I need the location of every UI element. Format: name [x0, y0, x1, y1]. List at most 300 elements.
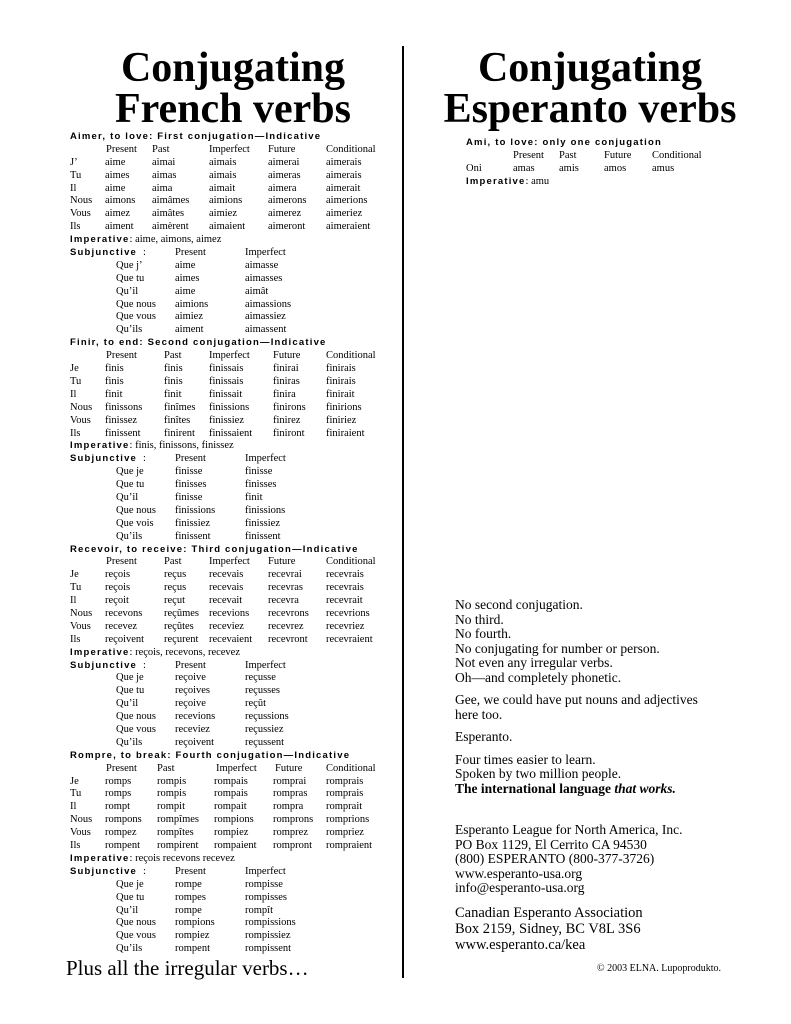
table-cell: Que je	[116, 466, 144, 478]
indicative-header-row	[70, 350, 396, 363]
table-cell: rompît	[245, 904, 273, 916]
imperative-label: Imperative	[70, 646, 130, 658]
subjunctive-label: Subjunctive	[70, 453, 138, 465]
table-cell: finit	[164, 388, 182, 400]
table-cell: rompriez	[326, 827, 364, 839]
indicative-row	[70, 814, 396, 827]
table-cell: romps	[105, 775, 132, 787]
indicative-row	[70, 183, 396, 196]
table-cell: aimeras	[268, 169, 301, 181]
table-cell: reçus	[164, 569, 187, 581]
table-cell: rompez	[105, 827, 137, 839]
table-cell: J’	[70, 156, 78, 168]
table-cell: Ils	[70, 427, 81, 439]
table-cell: finiriez	[326, 414, 357, 426]
table-cell: Present	[106, 762, 137, 774]
table-cell: finissais	[209, 375, 244, 387]
table-cell: romprait	[326, 801, 363, 813]
table-cell: Imperfect	[245, 247, 286, 259]
table-cell: aimerais	[326, 156, 362, 168]
esperanto-imperative: Imperative: amu	[466, 175, 550, 187]
indicative-row	[70, 389, 396, 402]
indicative-row	[70, 634, 396, 647]
indicative-row	[70, 221, 396, 234]
table-cell: Qu’ils	[116, 943, 143, 955]
table-cell: aimera	[268, 182, 297, 194]
imperative-forms: : reçois recevons recevez	[129, 852, 235, 864]
subjunctive-row	[70, 311, 396, 324]
table-cell: rompis	[157, 775, 187, 787]
table-cell: finissons	[105, 401, 143, 413]
table-cell: Tu	[70, 169, 82, 181]
canada-website-link[interactable]: www.esperanto.ca/kea	[455, 937, 586, 953]
elna-contact: Esperanto League for North America, Inc. PO Box 1129, El Cerrito CA 94530 (800) ESPERANTO (800-377-3726) www.esperanto-usa.org info@esperanto-usa.org	[455, 823, 775, 896]
table-cell: Imperfect	[245, 659, 286, 671]
blurb-paragraph: Gee, we could have put nouns and adjectives here too.	[455, 692, 698, 722]
table-cell: recevait	[209, 595, 243, 607]
table-cell: Je	[70, 775, 79, 787]
table-cell: finira	[273, 388, 296, 400]
verb-heading: Rompre, to break: Fourth conjugation—Indicative	[70, 749, 351, 761]
table-cell: recevions	[175, 711, 216, 723]
table-cell: finissions	[175, 504, 216, 516]
table-cell: Ils	[70, 221, 81, 233]
table-cell: finissions	[209, 401, 250, 413]
subjunctive-label: Subjunctive	[70, 247, 138, 259]
table-cell: rompirent	[157, 840, 199, 852]
copyright: © 2003 ELNA. Lupoprodukto.	[597, 963, 721, 974]
table-cell: Que je	[116, 672, 144, 684]
esperanto-conjugation-table	[466, 137, 766, 189]
subjunctive-row	[70, 917, 396, 930]
table-cell: finis	[164, 363, 183, 375]
indicative-header-row	[70, 556, 396, 569]
table-cell: aimerait	[326, 182, 361, 194]
table-cell: aimâtes	[152, 208, 185, 220]
table-cell: reçusses	[245, 685, 280, 697]
table-cell: aimâmes	[152, 195, 190, 207]
table-cell: recevrions	[326, 608, 370, 619]
table-cell: Vous	[70, 414, 91, 426]
subjunctive-colon: :	[143, 453, 146, 465]
table-cell: recevais	[209, 582, 244, 594]
table-cell: recevrai	[268, 569, 302, 581]
table-cell: rompîmes	[157, 814, 199, 826]
table-cell: Future	[273, 350, 301, 362]
table-cell: aimassent	[245, 324, 287, 336]
table-cell: Que tu	[116, 479, 145, 491]
indicative-row	[70, 776, 396, 789]
subjunctive-row	[70, 324, 396, 337]
verb-heading: Recevoir, to receive: Third conjugation—Indicative	[70, 543, 359, 555]
indicative-header-row	[70, 763, 396, 776]
table-cell: rompe	[175, 904, 202, 916]
indicative-row	[70, 569, 396, 582]
subjunctive-row	[70, 943, 396, 956]
table-cell: Qu’il	[116, 285, 139, 297]
table-cell: rompissions	[245, 917, 296, 929]
table-cell: aimèrent	[152, 221, 189, 233]
table-cell: Future	[268, 143, 296, 155]
subjunctive-row	[70, 518, 396, 531]
table-cell: Il	[70, 595, 77, 607]
table-cell: Tu	[70, 375, 82, 387]
table-cell: Que vous	[116, 724, 156, 736]
indicative-row	[70, 195, 396, 208]
table-cell: rompras	[273, 788, 308, 800]
table-cell: finisse	[245, 466, 273, 478]
table-cell: reçûtes	[164, 620, 194, 632]
table-cell: aimas	[152, 169, 177, 181]
table-cell: aime	[105, 182, 126, 194]
table-cell: romprez	[273, 827, 308, 839]
table-cell: recevrais	[326, 582, 364, 594]
table-cell: recevront	[268, 633, 308, 645]
esperanto-conjugation-row: Oni amas amis amos amus	[466, 162, 675, 174]
imperative-forms: : aime, aimons, aimez	[129, 234, 222, 246]
table-cell: Imperfect	[209, 143, 250, 155]
blurb-paragraph: Esperanto.	[455, 729, 513, 744]
table-cell: Qu’ils	[116, 736, 143, 748]
subjunctive-header-row	[70, 660, 396, 673]
subjunctive-colon: :	[143, 659, 146, 671]
table-cell: aimions	[175, 298, 209, 310]
table-cell: Nous	[70, 608, 93, 619]
table-cell: finisses	[175, 479, 207, 491]
table-cell: Qu’il	[116, 491, 139, 503]
table-cell: aimai	[152, 156, 176, 168]
table-cell: rompions	[214, 814, 254, 826]
table-cell: finis	[105, 375, 124, 387]
subjunctive-row	[70, 466, 396, 479]
table-cell: Past	[157, 762, 175, 774]
table-cell: romps	[105, 788, 132, 800]
table-cell: reçoit	[105, 595, 129, 607]
table-cell: Qu’il	[116, 698, 139, 710]
table-cell: reçus	[164, 582, 187, 594]
imperative-line	[70, 647, 396, 660]
table-cell: finissions	[245, 504, 286, 516]
table-cell: Que nous	[116, 504, 156, 516]
table-cell: aimais	[209, 156, 237, 168]
subjunctive-row	[70, 479, 396, 492]
subjunctive-header-row	[70, 453, 396, 466]
table-cell: Future	[275, 762, 303, 774]
table-cell: aimasses	[245, 272, 283, 284]
indicative-row	[70, 788, 396, 801]
table-cell: reçoive	[175, 698, 206, 710]
subjunctive-row	[70, 299, 396, 312]
table-cell: finissiez	[245, 517, 280, 529]
subjunctive-row	[70, 685, 396, 698]
table-cell: aimerons	[268, 195, 307, 207]
imperative-forms: : finis, finissons, finissez	[129, 440, 234, 452]
table-cell: Conditional	[326, 762, 376, 774]
table-cell: Que tu	[116, 685, 145, 697]
table-cell: aimait	[209, 182, 236, 194]
table-cell: finit	[105, 388, 123, 400]
table-cell: finîtes	[164, 414, 191, 426]
table-cell: recevrais	[326, 569, 364, 581]
table-cell: rompons	[105, 814, 142, 826]
column-divider	[402, 46, 404, 978]
imperative-label: Imperative	[70, 852, 130, 864]
imperative-line	[70, 853, 396, 866]
table-cell: finisses	[245, 479, 277, 491]
table-cell: Qu’ils	[116, 324, 143, 336]
table-cell: finissais	[209, 363, 244, 375]
esperanto-blurb	[455, 598, 775, 804]
table-cell: reçoive	[175, 672, 206, 684]
indicative-row	[70, 595, 396, 608]
table-cell: Present	[175, 453, 206, 465]
table-cell: Present	[175, 865, 206, 877]
table-cell: Imperfect	[209, 350, 250, 362]
table-cell: finirent	[164, 427, 195, 439]
subjunctive-row	[70, 505, 396, 518]
french-title: Conjugating French verbs	[114, 45, 352, 132]
canadian-contact: Canadian Esperanto Association Box 2159, Sidney, BC V8L 3S6 www.esperanto.ca/kea	[455, 905, 775, 953]
table-cell: Qu’ils	[116, 530, 143, 542]
table-cell: recevez	[105, 620, 138, 632]
table-cell: Conditional	[326, 143, 376, 155]
blurb-paragraph: No second conjugation. No third. No fourth. No conjugating for number or person. Not even any irregular verbs. Oh—and completely phonetic.	[455, 597, 660, 685]
table-cell: rompissiez	[245, 930, 291, 942]
esperanto-title: Conjugating Esperanto verbs	[443, 45, 737, 132]
subjunctive-row	[70, 892, 396, 905]
table-cell: finisse	[175, 491, 203, 503]
table-cell: reçût	[245, 698, 266, 710]
table-cell: recevriez	[326, 620, 365, 632]
table-cell: aimassiez	[245, 311, 286, 323]
table-cell: reçussent	[245, 736, 285, 748]
table-cell: recevras	[268, 582, 303, 594]
table-cell: aimais	[209, 169, 237, 181]
table-cell: aime	[105, 156, 126, 168]
table-cell: reçûmes	[164, 608, 199, 619]
indicative-row	[70, 170, 396, 183]
table-cell: rompent	[175, 943, 210, 955]
table-cell: Que vois	[116, 517, 154, 529]
table-cell: rompiez	[175, 930, 210, 942]
table-cell: aima	[152, 182, 173, 194]
subjunctive-row	[70, 286, 396, 299]
french-conjugation-tables	[70, 131, 396, 956]
subjunctive-header-row	[70, 866, 396, 879]
table-cell: Vous	[70, 620, 91, 632]
table-cell: Que nous	[116, 917, 156, 929]
table-cell: rompra	[273, 801, 304, 813]
table-cell: recevais	[209, 569, 244, 581]
table-cell: finisse	[175, 466, 203, 478]
imperative-line	[70, 440, 396, 453]
table-cell: rompisse	[245, 878, 283, 890]
table-cell: Que nous	[116, 298, 156, 310]
table-cell: reçussiez	[245, 724, 284, 736]
table-cell: reçois	[105, 582, 131, 594]
table-cell: Ils	[70, 633, 81, 645]
table-cell: Il	[70, 182, 77, 194]
table-cell: recevraient	[326, 633, 373, 645]
table-cell: aimaient	[209, 221, 246, 233]
indicative-row	[70, 208, 396, 221]
table-cell: rompraient	[326, 840, 373, 852]
table-cell: Future	[268, 556, 296, 568]
indicative-row	[70, 582, 396, 595]
table-cell: Je	[70, 363, 79, 375]
table-cell: finirais	[326, 363, 356, 375]
table-cell: finiront	[273, 427, 305, 439]
table-cell: aimerions	[326, 195, 368, 207]
table-cell: rompîtes	[157, 827, 194, 839]
table-cell: recevra	[268, 595, 299, 607]
table-cell: recevions	[209, 608, 250, 619]
elna-website-link[interactable]: www.esperanto-usa.org	[455, 865, 583, 881]
table-cell: aimeriez	[326, 208, 363, 220]
table-cell: Present	[106, 350, 137, 362]
table-cell: romprons	[273, 814, 314, 826]
subjunctive-row	[70, 737, 396, 750]
verb-heading: Aimer, to love: First conjugation—Indicative	[70, 131, 322, 142]
table-cell: finissaient	[209, 427, 253, 439]
table-cell: Que je	[116, 878, 144, 890]
subjunctive-colon: :	[143, 247, 146, 259]
table-cell: rompent	[105, 840, 140, 852]
table-cell: receviez	[175, 724, 210, 736]
subjunctive-row	[70, 724, 396, 737]
table-cell: Je	[70, 569, 79, 581]
table-cell: Past	[152, 143, 170, 155]
table-cell: Que tu	[116, 891, 145, 903]
indicative-row	[70, 415, 396, 428]
table-cell: recevrait	[326, 595, 363, 607]
subjunctive-row	[70, 492, 396, 505]
table-cell: reçoivent	[105, 633, 145, 645]
table-cell: romprai	[273, 775, 307, 787]
table-cell: rompront	[273, 840, 313, 852]
table-cell: Present	[106, 143, 137, 155]
blurb-paragraph: Four times easier to learn. Spoken by two million people. The international language that works.	[455, 753, 775, 797]
esperanto-header-row: Present Past Future Conditional	[513, 149, 702, 161]
table-cell: aime	[175, 259, 196, 271]
table-cell: finissiez	[209, 414, 244, 426]
table-cell: Que vous	[116, 311, 156, 323]
table-cell: finissez	[105, 414, 138, 426]
table-cell: rompe	[175, 878, 202, 890]
esperanto-verb-heading: Ami, to love: only one conjugation	[466, 137, 662, 148]
table-cell: rompait	[214, 801, 247, 813]
table-cell: finissiez	[175, 517, 210, 529]
table-cell: Nous	[70, 401, 93, 413]
table-cell: finis	[164, 375, 183, 387]
table-cell: Qu’il	[116, 904, 139, 916]
table-cell: Imperfect	[245, 453, 286, 465]
subjunctive-row	[70, 531, 396, 544]
table-cell: aimerez	[268, 208, 302, 220]
imperative-forms: : reçois, recevons, recevez	[129, 646, 241, 658]
table-cell: rompt	[105, 801, 131, 813]
table-cell: Past	[164, 556, 182, 568]
table-cell: rompions	[175, 917, 215, 929]
table-cell: Conditional	[326, 350, 376, 362]
table-cell: finissait	[209, 388, 243, 400]
subjunctive-colon: :	[143, 865, 146, 877]
indicative-row	[70, 376, 396, 389]
irregular-verbs-note: Plus all the irregular verbs…	[66, 956, 309, 980]
indicative-row	[70, 402, 396, 415]
table-cell: recevrons	[268, 608, 309, 619]
table-cell: Present	[175, 247, 206, 259]
table-cell: aimeront	[268, 221, 306, 233]
table-cell: rompaient	[214, 840, 257, 852]
table-cell: finissent	[105, 427, 141, 439]
table-cell: aiment	[175, 324, 204, 336]
table-cell: aimez	[105, 208, 131, 220]
table-cell: Il	[70, 801, 77, 813]
table-cell: rompais	[214, 788, 248, 800]
table-cell: reçoives	[175, 685, 210, 697]
table-cell: Conditional	[326, 556, 376, 568]
table-cell: Que vous	[116, 930, 156, 942]
imperative-label: Imperative	[70, 234, 130, 246]
table-cell: Que j’	[116, 259, 143, 271]
subjunctive-row	[70, 698, 396, 711]
table-cell: finîmes	[164, 401, 196, 413]
table-cell: Past	[164, 350, 182, 362]
table-cell: aimasse	[245, 259, 279, 271]
table-cell: Tu	[70, 788, 82, 800]
table-cell: aimons	[105, 195, 136, 207]
elna-email-link[interactable]: info@esperanto-usa.org	[455, 880, 585, 895]
table-cell: reçut	[164, 595, 185, 607]
subjunctive-row	[70, 905, 396, 918]
table-cell: aiment	[105, 221, 134, 233]
table-cell: finiraient	[326, 427, 365, 439]
table-cell: aime	[175, 285, 196, 297]
table-cell: aimerais	[326, 169, 362, 181]
table-cell: rompissent	[245, 943, 292, 955]
table-cell: rompiez	[214, 827, 249, 839]
table-cell: Nous	[70, 814, 93, 826]
table-cell: reçois	[105, 569, 131, 581]
indicative-row	[70, 428, 396, 441]
table-cell: aimes	[175, 272, 200, 284]
table-cell: Ils	[70, 840, 81, 852]
table-cell: finirais	[326, 375, 356, 387]
table-cell: reçoivent	[175, 736, 215, 748]
table-cell: romprions	[326, 814, 370, 826]
indicative-header-row	[70, 144, 396, 157]
table-cell: finirons	[273, 401, 306, 413]
subjunctive-header-row	[70, 247, 396, 260]
table-cell: finirai	[273, 363, 299, 375]
table-cell: aimassions	[245, 298, 292, 310]
tagline: The international language that works.	[455, 780, 676, 796]
table-cell: rompais	[214, 775, 248, 787]
table-cell: finissent	[245, 530, 281, 542]
table-cell: aimes	[105, 169, 130, 181]
table-cell: Nous	[70, 195, 93, 207]
imperative-line	[70, 234, 396, 247]
subjunctive-row	[70, 711, 396, 724]
indicative-row	[70, 621, 396, 634]
table-cell: rompisses	[245, 891, 287, 903]
verb-heading: Finir, to end: Second conjugation—Indicative	[70, 337, 327, 349]
table-cell: rompes	[175, 891, 206, 903]
table-cell: recevons	[105, 608, 143, 619]
table-cell: aimeraient	[326, 221, 371, 233]
table-cell: Imperfect	[245, 865, 286, 877]
